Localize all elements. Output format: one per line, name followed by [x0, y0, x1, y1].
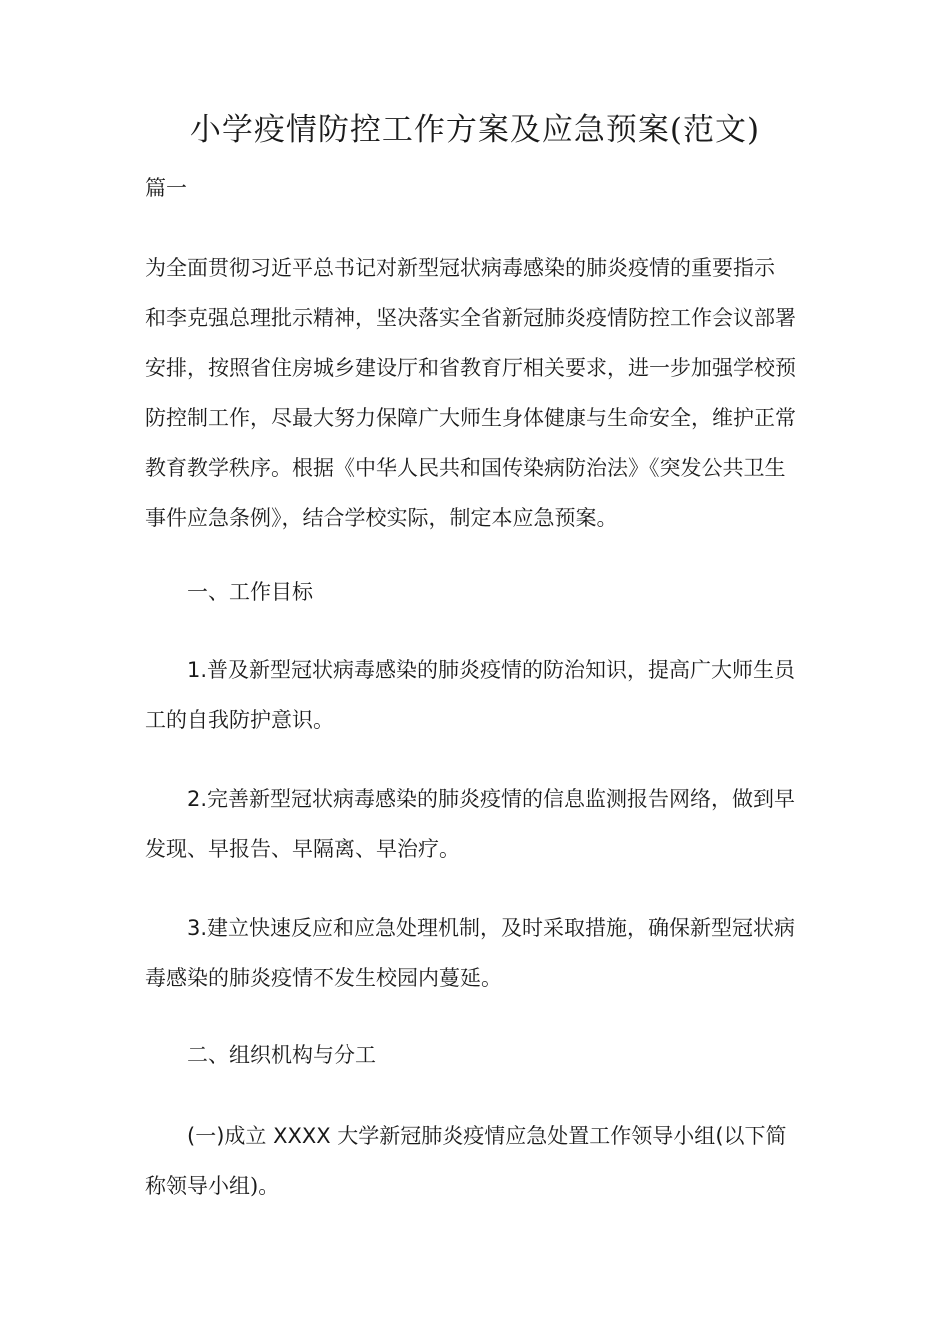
- item-number: 2.: [187, 787, 208, 811]
- section-heading-goals: 一、工作目标: [187, 580, 313, 604]
- document-subtitle: 篇一: [145, 176, 187, 200]
- goal-item-1-line-2: 工的自我防护意识。: [145, 708, 334, 732]
- goal-item-2-line-2: 发现、早报告、早隔离、早治疗。: [145, 837, 460, 861]
- item-text: 普及新型冠状病毒感染的肺炎疫情的防治知识，提高广大师生员: [207, 658, 796, 682]
- org-item-1-line-1: [145, 1111, 805, 1161]
- item-text: 大学新冠肺炎疫情应急处置工作领导小组: [330, 1124, 716, 1148]
- intro-line: 事件应急条例》，结合学校实际，制定本应急预案。: [145, 506, 618, 530]
- goal-item-3-line-1: [145, 903, 805, 953]
- item-number: 3.: [187, 916, 208, 940]
- intro-paragraph: [145, 243, 805, 543]
- goal-item-1-line-1: [145, 645, 805, 695]
- section-heading-organization: 二、组织机构与分工: [187, 1043, 376, 1067]
- intro-line: 和李克强总理批示精神，坚决落实全省新冠肺炎疫情防控工作会议部署: [145, 306, 796, 330]
- goal-item-2-line-1: [145, 774, 805, 824]
- item-text: 建立快速反应和应急处理机制，及时采取措施，确保新型冠状病: [207, 916, 796, 940]
- goal-item-2: [145, 774, 805, 874]
- document-title: 小学疫情防控工作方案及应急预案(范文): [189, 112, 761, 148]
- item-number: 1.: [187, 658, 208, 682]
- goal-item-3: [145, 903, 805, 1003]
- org-item-1-line-2: 称领导小组)。: [145, 1174, 280, 1198]
- item-code: XXXX: [273, 1124, 331, 1148]
- org-item-1: [145, 1111, 805, 1211]
- item-number: (一): [187, 1124, 225, 1148]
- item-text: 成立: [224, 1124, 274, 1148]
- intro-line: 安排，按照省住房城乡建设厅和省教育厅相关要求，进一步加强学校预: [145, 356, 796, 380]
- goal-item-3-line-2: 毒感染的肺炎疫情不发生校园内蔓延。: [145, 966, 502, 990]
- intro-line: 教育教学秩序。根据《中华人民共和国传染病防治法》《突发公共卫生: [145, 456, 786, 480]
- item-text: (以下简: [715, 1124, 787, 1148]
- goal-item-1: [145, 645, 805, 745]
- item-text: 完善新型冠状病毒感染的肺炎疫情的信息监测报告网络，做到早: [207, 787, 796, 811]
- intro-line: 防控制工作，尽最大努力保障广大师生身体健康与生命安全，维护正常: [145, 406, 796, 430]
- intro-line: 为全面贯彻习近平总书记对新型冠状病毒感染的肺炎疫情的重要指示: [145, 256, 775, 280]
